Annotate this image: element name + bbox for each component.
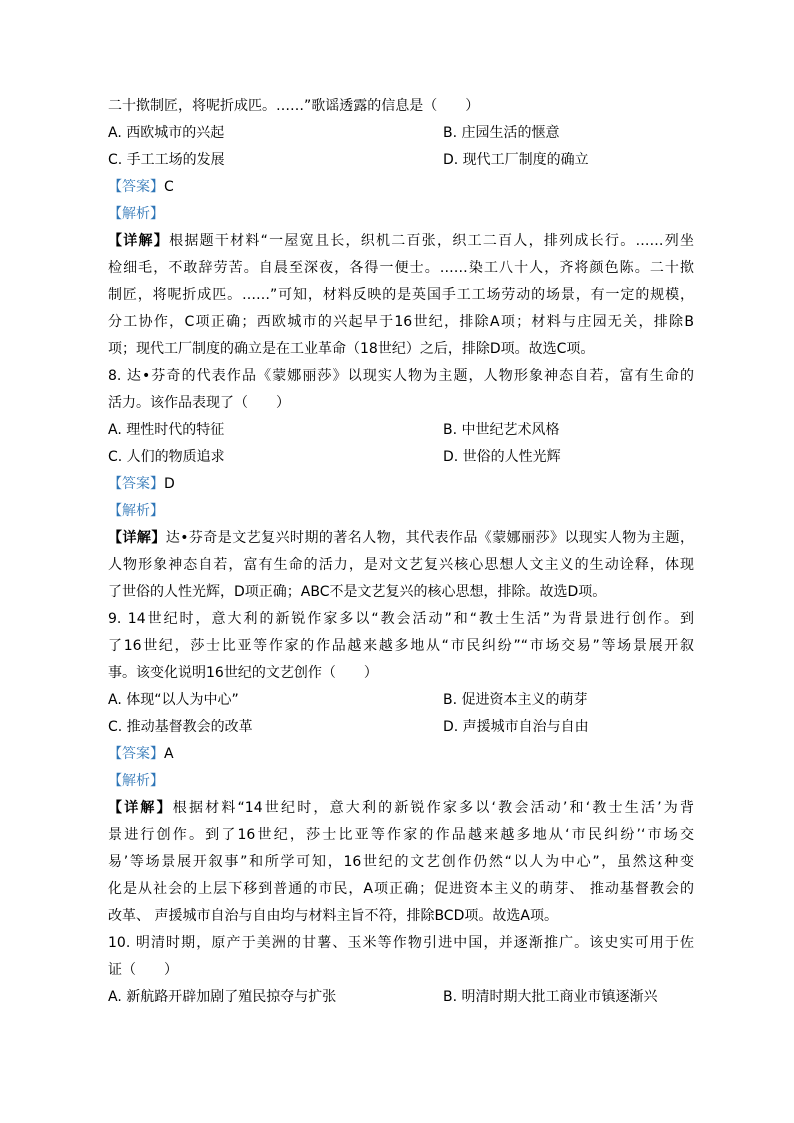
q8-detail-line: 了世俗的人性光辉，D项正确；ABC不是文艺复兴的核心思想，排除。故选D项。 (108, 584, 607, 600)
q8-options-row-1 (108, 417, 694, 444)
option-a: A. 新航路开辟加剧了殖民掠夺与扩张 (108, 989, 337, 1005)
q7-options-row-2 (108, 147, 694, 174)
answer-label: 【答案】 (108, 746, 164, 762)
q9-detail-line: 化是从社会的上层下移到普通的市民，A项正确；促进资本主义的萌芽、 推动基督教会的 (108, 881, 694, 897)
document-page (108, 93, 694, 1011)
q7-detail-line: 项；现代工厂制度的确立是在工业革命（18世纪）之后，排除D项。故选C项。 (108, 341, 595, 357)
option-c: C. 人们的物质追求 (108, 449, 225, 465)
detail-label: 【详解】 (108, 530, 166, 546)
q7-detail-line: 制匠，将呢折成匹。……”可知，材料反映的是英国手工工场劳动的场景，有一定的规模， (108, 287, 694, 303)
q8-detail-line: 人物形象神态自若，富有生命的活力，是对文艺复兴核心思想人文主义的生动诠释，体现 (108, 557, 694, 573)
q7-options-row-1 (108, 120, 694, 147)
option-a: A. 西欧城市的兴起 (108, 125, 225, 141)
q9-options-row-1 (108, 687, 694, 714)
q9-detail-line (108, 795, 694, 822)
q9-stem-line: 9. 14世纪时，意大利的新锐作家多以“教会活动”和“教士生活”为背景进行创作。到 (108, 611, 694, 627)
option-b: B. 中世纪艺术风格 (443, 422, 560, 438)
option-a: A. 理性时代的特征 (108, 422, 225, 438)
detail-label: 【详解】 (108, 233, 170, 249)
option-d: D. 世俗的人性光辉 (443, 449, 561, 465)
q9-detail-line: 易’等场景展开叙事”和所学可知，16世纪的文艺创作仍然“以人为中心”，虽然这种变 (108, 854, 694, 870)
q7-answer (108, 174, 694, 201)
option-b: B. 庄园生活的惬意 (443, 125, 560, 141)
q8-stem-line: 活力。该作品表现了（ ） (108, 395, 290, 411)
q9-stem-line: 了16世纪，莎士比亚等作家的作品越来越多地从“市民纠纷”“市场交易”等场景展开叙 (108, 638, 694, 654)
q10-stem-line: 10. 明清时期，原产于美洲的甘薯、玉米等作物引进中国，并逐渐推广。该史实可用于佐 (108, 935, 694, 951)
q9-detail-line: 景进行创作。到了16世纪，莎士比亚等作家的作品越来越多地从‘市民纠纷’‘市场交 (108, 827, 694, 843)
answer-value: D (164, 476, 175, 492)
option-a: A. 体现“以人为中心” (108, 692, 239, 708)
q8-analysis-label: 【解析】 (108, 503, 164, 519)
option-c: C. 手工工场的发展 (108, 152, 225, 168)
q8-stem-line: 8. 达•芬奇的代表作品《蒙娜丽莎》以现实人物为主题，人物形象神态自若，富有生命的 (108, 368, 694, 384)
detail-text: 根据材料“14世纪时，意大利的新锐作家多以‘教会活动’和‘教士生活’为背 (172, 800, 695, 816)
option-c: C. 推动基督教会的改革 (108, 719, 253, 735)
q8-detail-line (108, 525, 694, 552)
q9-analysis-label: 【解析】 (108, 773, 164, 789)
q9-stem-line: 事。该变化说明16世纪的文艺创作（ ） (108, 665, 378, 681)
answer-value: C (164, 179, 174, 195)
q9-answer (108, 741, 694, 768)
q10-stem-line: 证（ ） (108, 962, 178, 978)
q7-stem-tail: 二十揿制匠，将呢折成匹。……”歌谣透露的信息是（ ） (108, 98, 480, 114)
q7-detail-line: 检细毛，不敢辞劳苦。自晨至深夜，各得一便士。……染工八十人，齐将颜色陈。二十揿 (108, 260, 694, 276)
q8-options-row-2 (108, 444, 694, 471)
option-b: B. 促进资本主义的萌芽 (443, 692, 588, 708)
option-d: D. 现代工厂制度的确立 (443, 152, 589, 168)
option-d: D. 声援城市自治与自由 (443, 719, 589, 735)
q9-options-row-2 (108, 714, 694, 741)
detail-label: 【详解】 (108, 800, 173, 816)
q9-detail-line: 改革、 声援城市自治与自由均与材料主旨不符，排除BCD项。故选A项。 (108, 908, 558, 924)
answer-value: A (164, 746, 174, 762)
q8-answer (108, 471, 694, 498)
q7-detail-line: 分工协作，C项正确；西欧城市的兴起早于16世纪，排除A项；材料与庄园无关，排除B (108, 314, 694, 330)
detail-text: 根据题干材料“一屋宽且长，织机二百张，织工二百人，排列成长行。……列坐 (169, 233, 694, 249)
q10-options-row-1 (108, 984, 694, 1011)
q7-detail-line (108, 228, 694, 255)
detail-text: 达•芬奇是文艺复兴时期的著名人物，其代表作品《蒙娜丽莎》以现实人物为主题， (165, 530, 694, 546)
answer-label: 【答案】 (108, 179, 164, 195)
option-b: B. 明清时期大批工商业市镇逐渐兴 (443, 989, 658, 1005)
answer-label: 【答案】 (108, 476, 164, 492)
q7-analysis-label: 【解析】 (108, 206, 164, 222)
